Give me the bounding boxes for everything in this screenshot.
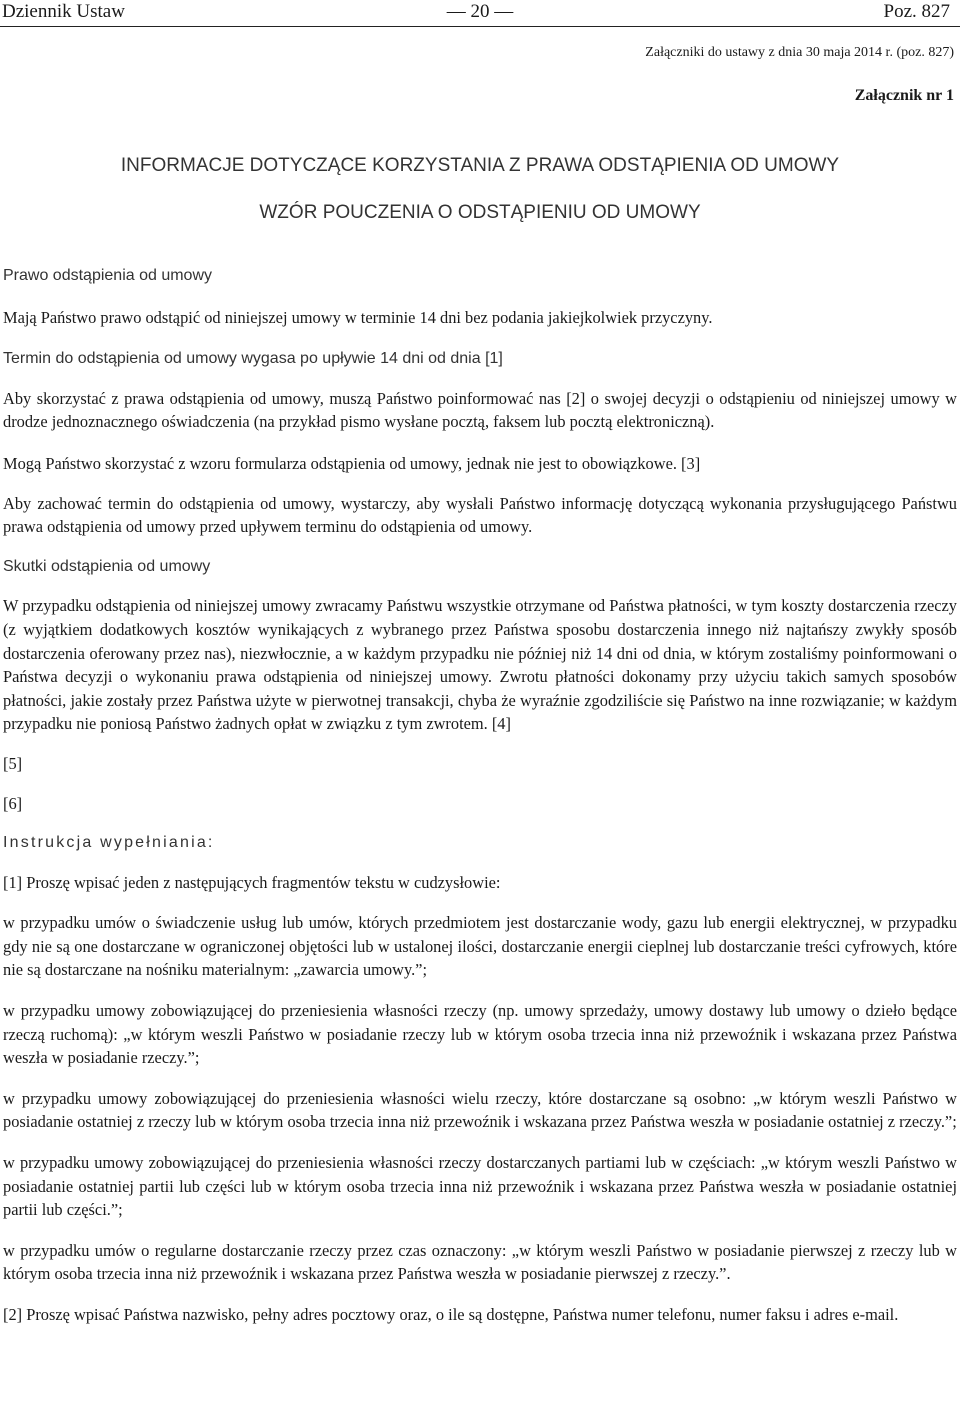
paragraph: Mają Państwo prawo odstąpić od niniejszej umowy w terminie 14 dni bez podania jakiejkolwiek przyczyny. <box>3 307 713 327</box>
section-heading-effects: Skutki odstąpienia od umowy <box>3 557 211 575</box>
paragraph: Mogą Państwo skorzystać z wzoru formularza odstąpienia od umowy, jednak nie jest to obowiązkowe. [3] <box>3 453 701 473</box>
annex-number: Załącznik nr 1 <box>854 87 954 104</box>
paragraph: w przypadku umowy zobowiązującej do przeniesienia własności rzeczy (np. umowy sprzedaży, umowy dostawy lub umowy o dzieło będące rzeczą ruchomą): „w którym weszli Państwo w posiadanie rzeczy lub w którym osoba trzecia inna niż przewoźnik i wskazana przez Państwa weszła w posiadanie rzeczy.”; <box>3 1001 957 1068</box>
paragraph: w przypadku umów o regularne dostarczanie rzeczy przez czas oznaczony: „w którym weszli Państwo w posiadanie pierwszej z rzeczy lub w którym osoba trzecia inna niż przewoźnik i wskazana przez Państwa weszła w posiadanie pierwszej z rzeczy.”. <box>3 1240 957 1284</box>
paragraph: Aby skorzystać z prawa odstąpienia od umowy, muszą Państwo poinformować nas [2] o swojej decyzji o odstąpieniu od niniejszej umowy w drodze jednoznacznego oświadczenia (na przykład pismo wysłane pocztą, faksem lub pocztą elektroniczną). <box>3 388 957 432</box>
position-number: Poz. 827 <box>883 1 950 22</box>
placeholder-paragraph: [5] <box>3 753 23 773</box>
attachments-note: Załączniki do ustawy z dnia 30 maja 2014 r. (poz. 827) <box>645 45 954 60</box>
paragraph: [2] Proszę wpisać Państwa nazwisko, pełny adres pocztowy oraz, o ile są dostępne, Państwa numer telefonu, numer faksu i adres e-mail. <box>3 1305 899 1324</box>
section-heading-instructions: Instrukcja wypełniania: <box>3 834 215 852</box>
paragraph: [1] Proszę wpisać jeden z następujących fragmentów tekstu w cudzysłowie: <box>3 872 501 892</box>
section-heading-withdrawal-right: Prawo odstąpienia od umowy <box>3 267 213 284</box>
paragraph: W przypadku odstąpienia od niniejszej umowy zwracamy Państwu wszystkie otrzymane od Państwa płatności, w tym koszty dostarczenia rzeczy (z wyjątkiem dodatkowych kosztów wynikających z wybranego przez Państwa sposobu dostarczenia innego niż najtańszy zwykły sposób dostarczenia oferowany przez nas), niezwłocznie, a w każdym przypadku nie później niż 14 dni od dnia, w którym zostaliśmy poinformowani o Państwa decyzji o wykonaniu prawa odstąpienia od niniejszej umowy. Zwrotu płatności dokonamy przy użyciu takich samych sposobów płatności, jakie zostały przez Państwa użyte w pierwotnej transakcji, chyba że wyraźnie zgodziliście się Państwo na inne rozwiązanie; w każdym przypadku nie poniosą Państwo żadnych opłat w związku z tym zwrotem. [4] <box>3 596 957 734</box>
document-subtitle: WZÓR POUCZENIA O ODSTĄPIENIU OD UMOWY <box>259 202 701 223</box>
paragraph: Aby zachować termin do odstąpienia od umowy, wystarczy, aby wysłali Państwo informację dotyczącą wykonania przysługującego Państwu prawa odstąpienia od umowy przed upływem terminu do odstąpienia od umowy. <box>3 493 957 537</box>
placeholder-paragraph: [6] <box>3 793 23 813</box>
paragraph: w przypadku umów o świadczenie usług lub umów, których przedmiotem jest dostarczanie wody, gazu lub energii elektrycznej, w przypadku gdy nie są one dostarczane w ograniczonej objętości lub w ustalonej ilości, dostarczanie energii cieplnej lub dostarczanie treści cyfrowych, które nie są dostarczane na nośniku materialnym: „zawarcia umowy.”; <box>3 913 957 980</box>
page-header <box>0 0 960 27</box>
paragraph: w przypadku umowy zobowiązującej do przeniesienia własności wielu rzeczy, które dostarczane są osobno: „w którym weszli Państwo w posiadanie ostatniej z rzeczy lub w którym osoba trzecia inna niż przewoźnik i wskazana przez Państwa weszła w posiadanie ostatniej z rzeczy.”; <box>3 1088 957 1132</box>
journal-name: Dziennik Ustaw <box>2 1 125 22</box>
paragraph: w przypadku umowy zobowiązującej do przeniesienia własności rzeczy dostarczanych partiami lub w częściach: „w którym weszli Państwo w posiadanie ostatniej partii lub części lub w którym osoba trzecia inna niż przewoźnik i wskazana przez Państwa weszła w posiadanie ostatniej partii lub części.”; <box>3 1153 957 1220</box>
document-body <box>3 264 957 1327</box>
document-title: INFORMACJE DOTYCZĄCE KORZYSTANIA Z PRAWA ODSTĄPIENIA OD UMOWY <box>120 155 840 176</box>
page-number: — 20 — <box>446 1 514 22</box>
paragraph: Termin do odstąpienia od umowy wygasa po upływie 14 dni od dnia [1] <box>3 350 503 368</box>
